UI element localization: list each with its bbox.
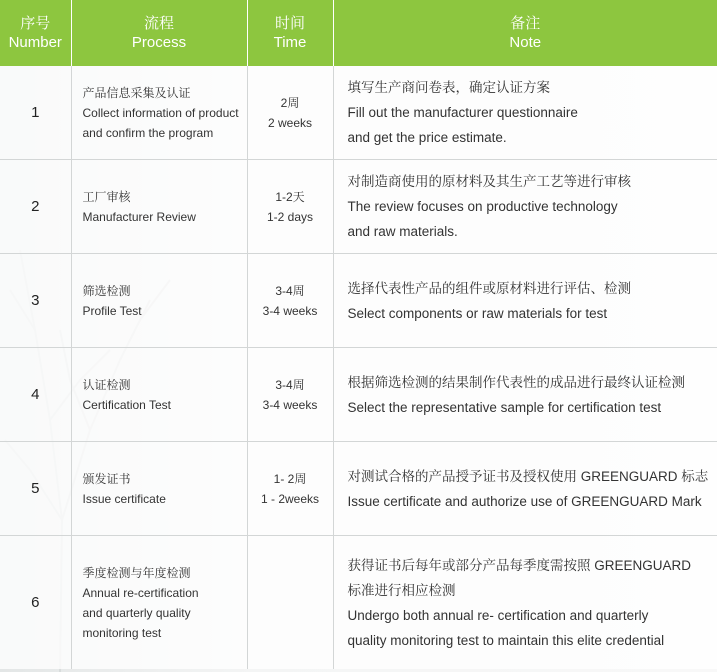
time-line: 3-4周: [275, 377, 305, 392]
note-line: The review focuses on productive technology: [347, 199, 618, 214]
row-time: [247, 160, 333, 254]
header-number: [0, 0, 71, 66]
note-line: 获得证书后每年或部分产品每季度需按照 GREENGUARD: [347, 557, 692, 573]
note-line: quality monitoring test to maintain this elite credential: [347, 632, 665, 648]
table-row: [0, 66, 717, 160]
process-line: Profile Test: [82, 303, 142, 318]
header-note-zh: 备注: [510, 15, 541, 32]
time-line: 3-4 weeks: [262, 303, 318, 318]
note-line: 填写生产商问卷表，确定认证方案: [347, 80, 550, 95]
row-process: [71, 66, 247, 160]
time-line: 3-4 weeks: [262, 397, 318, 412]
process-line: 筛选检测: [82, 283, 131, 298]
header-time-zh: 时间: [274, 15, 305, 32]
process-line: 产品信息采集及认证: [82, 85, 191, 100]
process-line: Manufacturer Review: [82, 209, 196, 224]
process-line: 工厂审核: [82, 189, 131, 204]
row-number: 6: [0, 536, 71, 670]
row-time: [247, 536, 333, 670]
row-process: [71, 254, 247, 348]
row-time: [247, 66, 333, 160]
note-line: and get the price estimate.: [347, 130, 507, 145]
row-time: [247, 442, 333, 536]
row-number: 4: [0, 348, 71, 442]
header-process-en: Process: [131, 34, 187, 51]
header-time-en: Time: [273, 34, 307, 51]
time-line: 1-2 days: [266, 209, 314, 224]
process-line: monitoring test: [82, 625, 162, 640]
row-note: [333, 536, 717, 670]
process-line: and confirm the program: [82, 125, 214, 140]
process-line: Annual re-certification: [82, 585, 199, 600]
note-line: 根据筛选检测的结果制作代表性的成品进行最终认证检测: [347, 374, 685, 390]
note-line: and raw materials.: [347, 224, 458, 239]
note-line: 对制造商使用的原材料及其生产工艺等进行审核: [347, 174, 631, 189]
row-number: 1: [0, 66, 71, 160]
row-note: [333, 348, 717, 442]
row-number: 3: [0, 254, 71, 348]
time-line: 1 - 2weeks: [260, 491, 320, 506]
time-line: 1- 2周: [273, 471, 307, 486]
note-line: Fill out the manufacturer questionnaire: [347, 105, 578, 120]
row-time: [247, 348, 333, 442]
table-row: [0, 348, 717, 442]
row-time: [247, 254, 333, 348]
note-line: 选择代表性产品的组件或原材料进行评估、检测: [347, 280, 631, 296]
table-row: [0, 442, 717, 536]
header-note: [333, 0, 717, 66]
note-line: Undergo both annual re- certification and quarterly: [347, 607, 649, 623]
row-note: [333, 442, 717, 536]
table-row: [0, 536, 717, 670]
row-note: [333, 254, 717, 348]
process-line: 季度检测与年度检测: [82, 565, 191, 580]
process-line: Certification Test: [82, 397, 171, 412]
row-note: [333, 66, 717, 160]
row-process: [71, 348, 247, 442]
process-line: and quarterly quality: [82, 605, 191, 620]
time-line: 1-2天: [275, 189, 305, 204]
time-line: 3-4周: [275, 283, 305, 298]
header-process-zh: 流程: [143, 15, 174, 32]
table-row: [0, 160, 717, 254]
row-process: [71, 442, 247, 536]
row-number: 2: [0, 160, 71, 254]
note-line: Select the representative sample for certification test: [347, 399, 662, 415]
time-line: 2周: [280, 95, 300, 110]
header-number-zh: 序号: [20, 15, 51, 32]
header-process: [71, 0, 247, 66]
process-line: Collect information of product: [82, 105, 239, 120]
note-line: Select components or raw materials for test: [347, 305, 608, 321]
header-row: [0, 0, 717, 66]
header-number-en: Number: [8, 34, 62, 51]
note-line: 对测试合格的产品授予证书及授权使用 GREENGUARD 标志: [347, 468, 709, 484]
process-line: 认证检测: [82, 377, 131, 392]
process-line: Issue certificate: [82, 491, 166, 506]
row-number: 5: [0, 442, 71, 536]
row-process: [71, 160, 247, 254]
table-row: [0, 254, 717, 348]
row-process: [71, 536, 247, 670]
header-time: [247, 0, 333, 66]
process-line: 颁发证书: [82, 471, 131, 486]
header-note-en: Note: [509, 34, 542, 51]
note-line: 标准进行相应检测: [347, 582, 456, 598]
row-note: [333, 160, 717, 254]
note-line: Issue certificate and authorize use of GREENGUARD Mark: [347, 493, 702, 509]
time-line: 2 weeks: [267, 115, 313, 130]
